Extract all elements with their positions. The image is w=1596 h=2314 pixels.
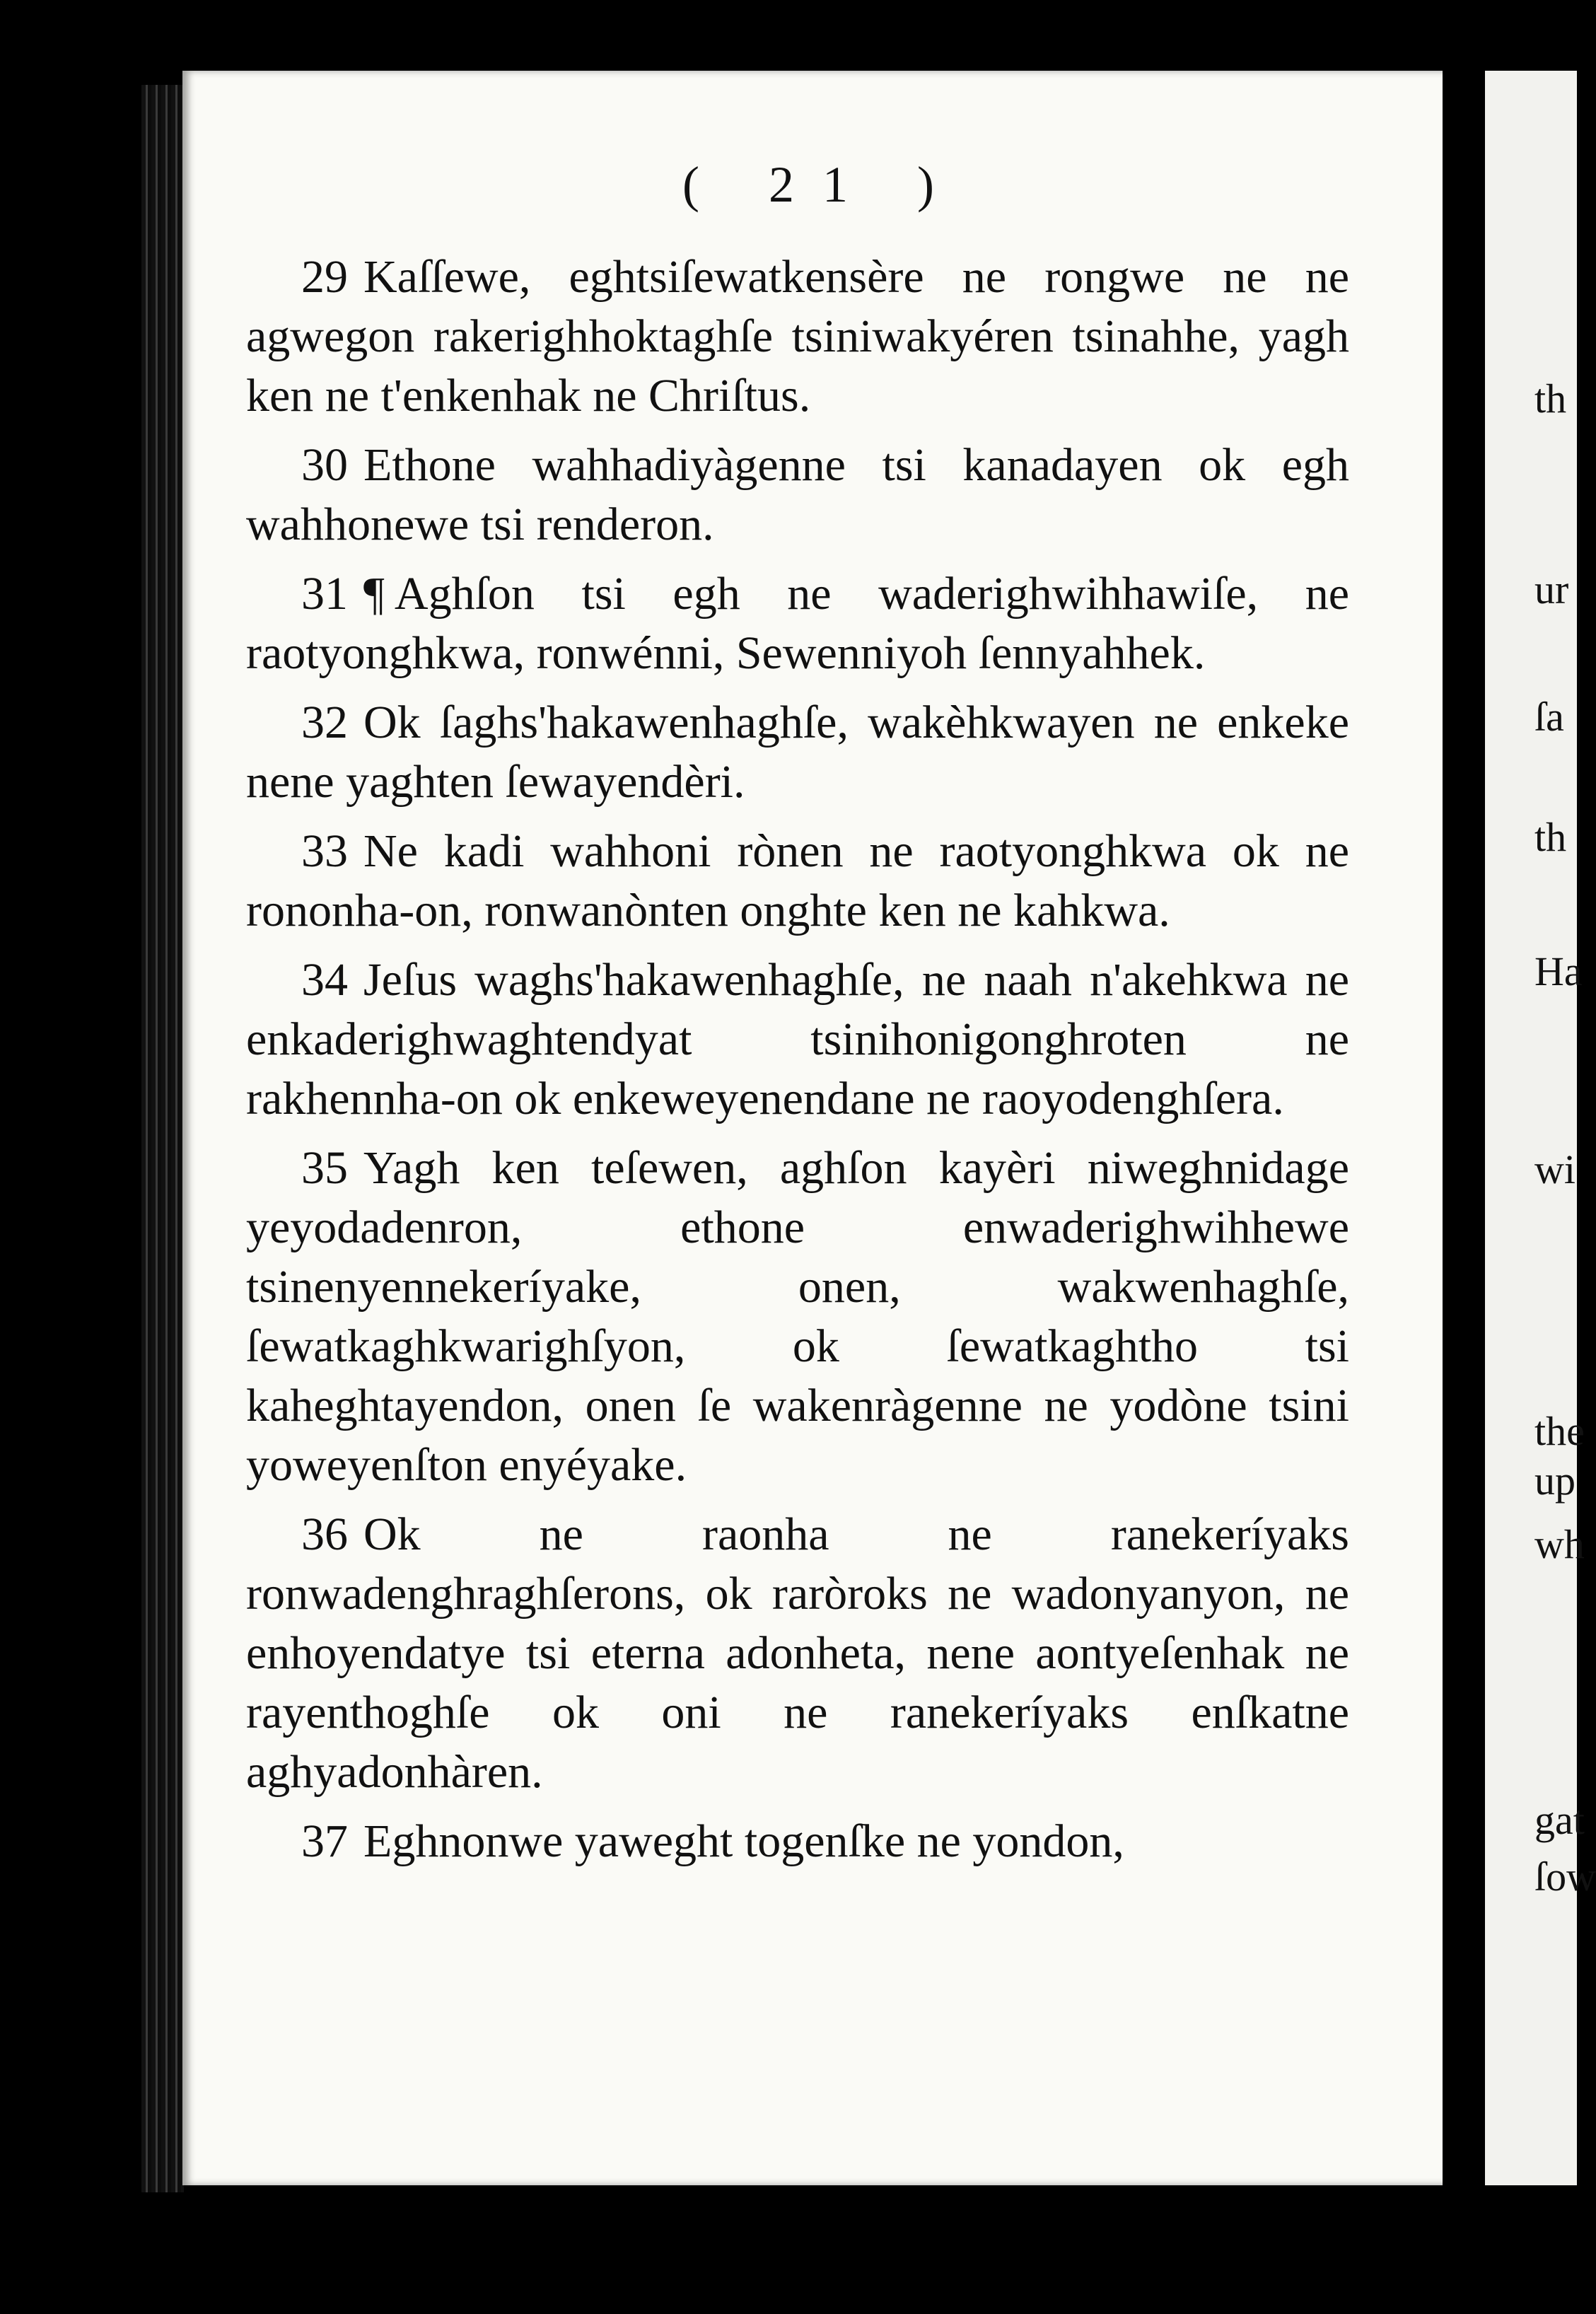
verse-number: 35	[301, 1142, 348, 1194]
pilcrow-mark: ¶	[363, 568, 385, 620]
facing-page-fragment: wh	[1534, 1521, 1585, 1567]
verse-number: 34	[301, 954, 348, 1006]
facing-page-fragment: gat	[1534, 1797, 1585, 1843]
facing-page-fragment: ur	[1534, 566, 1569, 612]
verse-number: 36	[301, 1508, 348, 1560]
facing-page-fragment: ſow	[1534, 1854, 1596, 1900]
verse-number: 29	[301, 251, 348, 303]
verse-35	[246, 1139, 1349, 1495]
verse-text: Aghſon tsi egh ne waderighwihhawiſe, ne raotyonghkwa, ronwénni, Sewenniyoh ſennyahhek.	[246, 568, 1349, 679]
facing-page-fragment: ſa	[1534, 694, 1564, 740]
book-page	[182, 71, 1462, 2185]
verse-number: 32	[301, 697, 348, 748]
verse-number: 37	[301, 1815, 348, 1867]
page-gutter	[1443, 71, 1485, 2185]
verse-31	[246, 564, 1349, 683]
verse-34	[246, 950, 1349, 1129]
page-number: ( 21 )	[682, 156, 962, 213]
page-text	[246, 248, 1349, 1881]
facing-page-fragment: th	[1534, 814, 1567, 860]
verse-text: Kaſſewe, eghtsiſewatkensère ne rongwe ne ne agwegon rakerighhoktaghſe tsiniwakyéren tsinahhe, yagh ken ne t'enkenhak ne Chriſtus.	[246, 251, 1349, 421]
facing-page-fragment: wi	[1534, 1146, 1575, 1192]
verse-text: Eghnonwe yaweght togenſke ne yondon,	[363, 1815, 1124, 1867]
facing-page-fragment: the	[1534, 1408, 1585, 1454]
verse-36	[246, 1505, 1349, 1802]
verse-text: Ok ne raonha ne ranekeríyaks ronwadenghraghſerons, ok raròroks ne wadonyanyon, ne enhoyendatye tsi eterna adonheta, nene aontyeſenhak ne rayenthoghſe ok oni ne ranekeríyaks enſkatne aghyadonhàren.	[246, 1508, 1349, 1798]
facing-page-fragment: up	[1534, 1458, 1575, 1504]
verse-text: Ethone wahhadiyàgenne tsi kanadayen ok egh wahhonewe tsi renderon.	[246, 439, 1349, 550]
verse-29	[246, 248, 1349, 426]
verse-number: 33	[301, 825, 348, 877]
verse-text: Ne kadi wahhoni rònen ne raotyonghkwa ok ne rononha-on, ronwanònten onghte ken ne kahkwa.	[246, 825, 1349, 936]
verse-number: 31	[301, 568, 348, 620]
facing-page-fragment: th	[1534, 376, 1567, 421]
verse-text: Yagh ken teſewen, aghſon kayèri niweghnidage yeyodadenron, ethone enwaderighwihhewe tsinenyennekeríyake, onen, wakwenhaghſe, ſewatkaghkwarighſyon, ok ſewatkaghtho tsi kaheghtayendon, onen ſe wakenràgenne ne yodòne tsini yoweyenſton enyéyake.	[246, 1142, 1349, 1491]
verse-32	[246, 693, 1349, 812]
facing-page-edge	[1485, 71, 1596, 2185]
verse-37	[246, 1812, 1349, 1871]
verse-text: Jeſus waghs'hakawenhaghſe, ne naah n'akehkwa ne enkaderighwaghtendyat tsinihonigonghroten ne rakhennha-on ok enkeweyenendane ne raoyodenghſera.	[246, 954, 1349, 1124]
verse-number: 30	[301, 439, 348, 491]
book-spine-shadow	[141, 85, 184, 2192]
facing-page-fragment: Ha	[1534, 948, 1583, 994]
verse-33	[246, 822, 1349, 941]
verse-30	[246, 436, 1349, 554]
verse-text: Ok ſaghs'hakawenhaghſe, wakèhkwayen ne enkeke nene yaghten ſewayendèri.	[246, 697, 1349, 808]
